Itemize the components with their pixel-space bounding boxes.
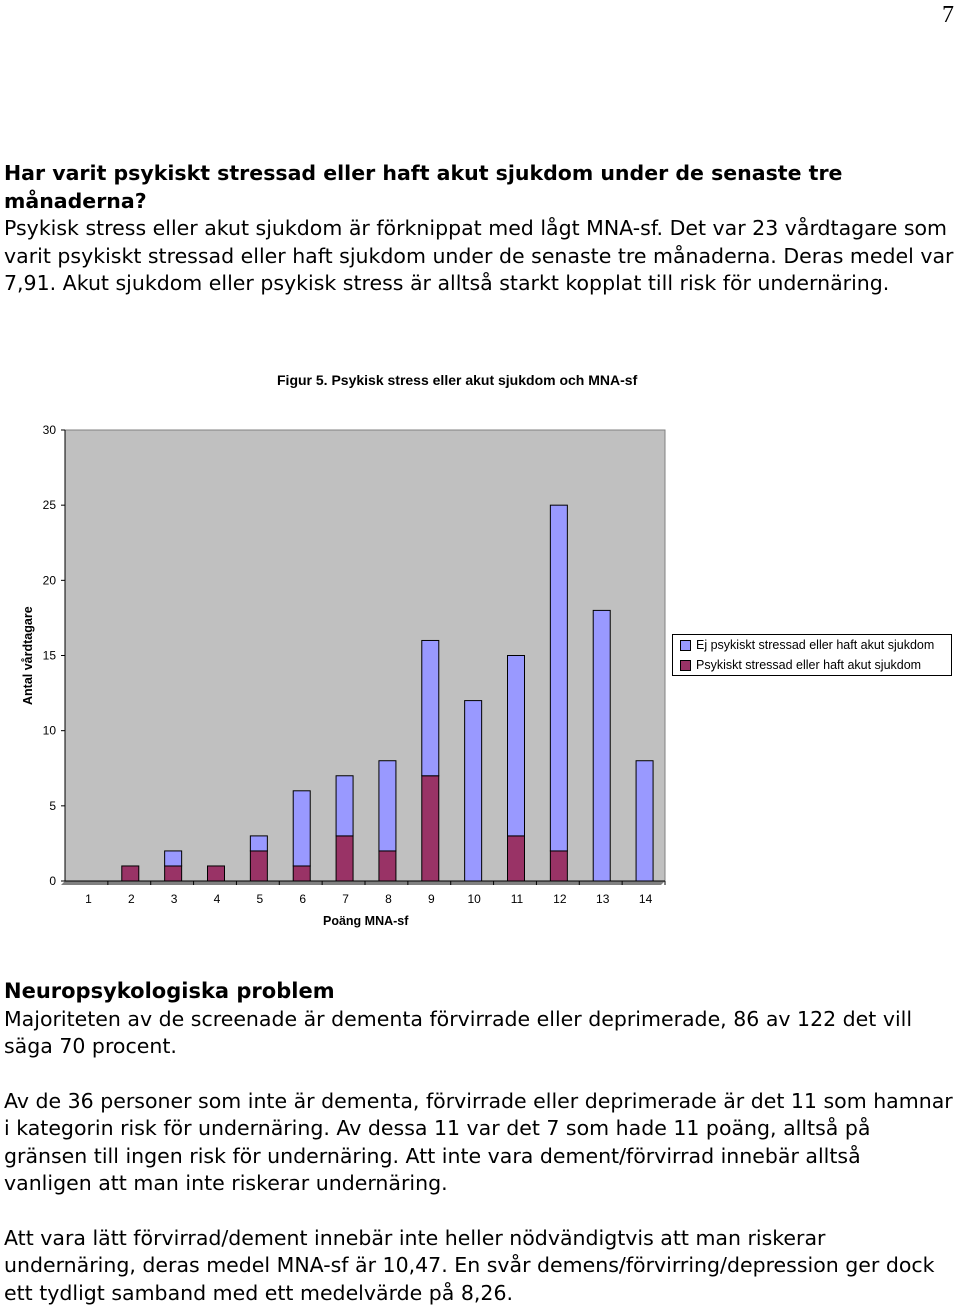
legend-swatch-stressed (680, 660, 691, 671)
bar-not-stressed (422, 640, 439, 775)
legend-item (673, 655, 951, 675)
y-tick-label: 30 (43, 423, 57, 437)
section-paragraph: Att vara lätt förvirrad/dement innebär inte heller nödvändigtvis att man riskerar undernäring, deras medel MNA-sf är 10,47. En svår demens/förvirring/depression ger dock ett tydligt samband med ett medelvärde på 8,26. (4, 1225, 954, 1307)
x-tick-label: 2 (128, 892, 135, 906)
bar-stressed (208, 866, 225, 881)
legend-swatch-not-stressed (680, 640, 691, 651)
bar-stressed (508, 836, 525, 881)
y-tick-label: 10 (43, 724, 57, 738)
x-tick-label: 12 (553, 892, 567, 906)
y-tick-label: 5 (49, 799, 56, 813)
x-tick-label: 4 (214, 892, 221, 906)
y-axis-label: Antal vårdtagare (21, 606, 35, 705)
bar-stressed (550, 851, 567, 881)
x-tick-label: 9 (428, 892, 435, 906)
x-tick-label: 11 (511, 892, 524, 906)
x-axis-label: Poäng MNA-sf (323, 914, 408, 928)
bar-not-stressed (379, 761, 396, 851)
y-tick-label: 0 (49, 874, 56, 888)
bar-not-stressed (465, 701, 482, 881)
y-tick-label: 15 (43, 649, 57, 663)
plot-floor (61, 881, 665, 885)
x-tick-label: 14 (639, 892, 653, 906)
section-paragraph: Majoriteten av de screenade är dementa förvirrade eller deprimerade, 86 av 122 det vill säga 70 procent. (4, 1006, 954, 1061)
bar-stressed (379, 851, 396, 881)
bar-stressed (336, 836, 353, 881)
bar-not-stressed (636, 761, 653, 881)
bar-stressed (250, 851, 267, 881)
bar-stressed (293, 866, 310, 881)
bar-stressed (122, 866, 139, 881)
legend-label: Ej psykiskt stressad eller haft akut sjukdom (696, 638, 934, 652)
section-stress (4, 160, 954, 298)
y-tick-label: 20 (43, 573, 57, 587)
x-tick-label: 8 (385, 892, 392, 906)
y-tick-label: 25 (43, 498, 57, 512)
section-paragraph: Av de 36 personer som inte är dementa, förvirrade eller deprimerade är det 11 som hamnar i kategorin risk för undernäring. Av dessa 11 var det 7 som hade 11 poäng, alltså på gränsen till ingen risk för undernäring. Att inte vara dement/förvirrad innebär alltså vanligen att man inte riskerar undernäring. (4, 1088, 954, 1198)
section-heading: Neuropsykologiska problem (4, 978, 954, 1006)
legend-item (673, 635, 951, 655)
x-tick-label: 6 (299, 892, 306, 906)
bar-not-stressed (593, 610, 610, 881)
bar-stressed (422, 776, 439, 881)
x-tick-label: 5 (257, 892, 264, 906)
x-tick-label: 7 (342, 892, 349, 906)
bar-not-stressed (336, 776, 353, 836)
section-heading: Har varit psykiskt stressad eller haft akut sjukdom under de senaste tre månaderna? (4, 160, 954, 215)
legend-label: Psykiskt stressad eller haft akut sjukdom (696, 658, 921, 672)
figure-title: Figur 5. Psykisk stress eller akut sjukdom och MNA-sf (277, 372, 637, 388)
section-neuro (4, 978, 954, 1307)
x-tick-label: 1 (85, 892, 92, 906)
chart-legend (672, 634, 952, 676)
bar-not-stressed (550, 505, 567, 851)
section-paragraph: Psykisk stress eller akut sjukdom är förknippat med lågt MNA-sf. Det var 23 vårdtagare som varit psykiskt stressad eller haft sjukdom under de senaste tre månaderna. Deras medel var 7,91. Akut sjukdom eller psykisk stress är alltså starkt kopplat till risk för undernäring. (4, 215, 954, 298)
x-tick-label: 13 (596, 892, 610, 906)
x-tick-label: 3 (171, 892, 178, 906)
page-number: 7 (942, 2, 954, 29)
bar-not-stressed (165, 851, 182, 866)
bar-not-stressed (250, 836, 267, 851)
x-tick-label: 10 (467, 892, 481, 906)
plot-area (65, 430, 665, 881)
bar-not-stressed (293, 791, 310, 866)
bar-stressed (165, 866, 182, 881)
bar-not-stressed (508, 656, 525, 836)
